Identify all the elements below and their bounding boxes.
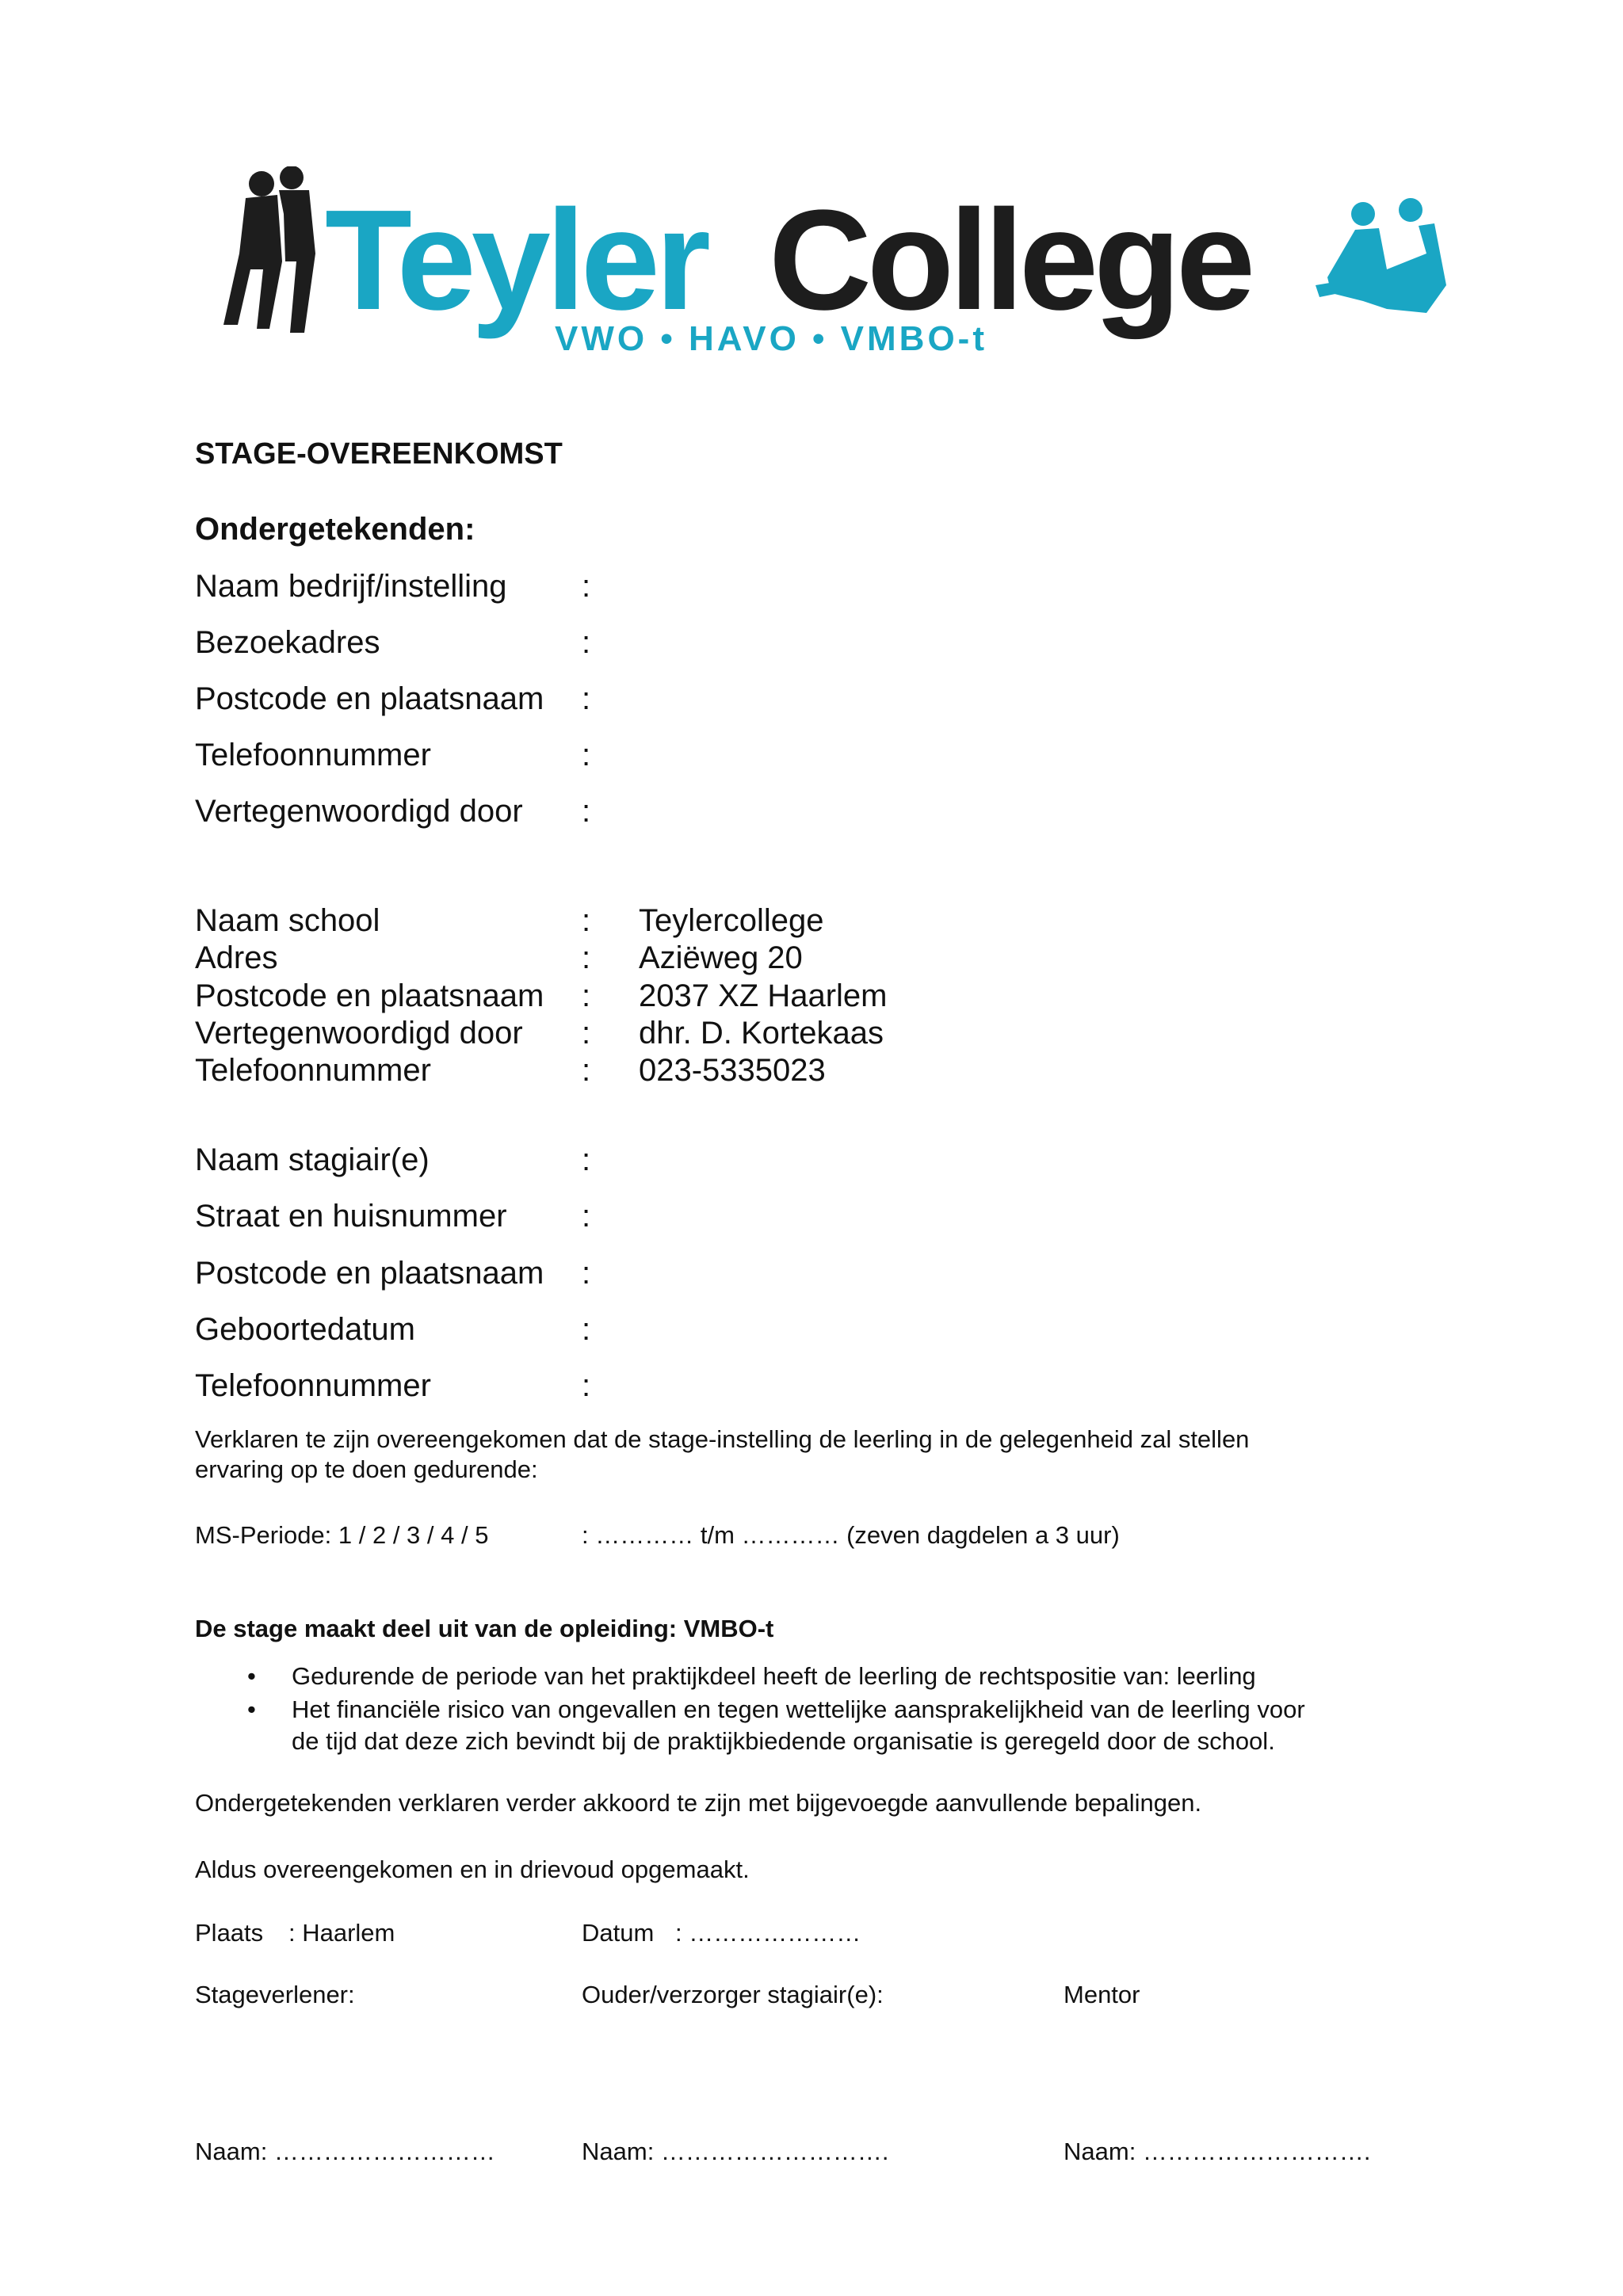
signer-parent-name: Naam: ………………………. <box>582 2138 889 2165</box>
school-address-label: Adres <box>195 940 278 975</box>
agreement-text: Ondergetekenden verklaren verder akkoord te zijn met bijgevoegde aanvullende bepalingen. <box>195 1789 1202 1817</box>
company-representative-colon: : <box>582 794 591 829</box>
company-name-colon: : <box>582 569 591 604</box>
signer-mentor-name: Naam: ………………………. <box>1064 2138 1371 2165</box>
condition-1-text: Gedurende de periode van het praktijkdeel heeft de leerling de rechtspositie van: leerling <box>292 1662 1256 1690</box>
declaration-line-2: ervaring op te doen gedurende: <box>195 1455 538 1483</box>
period-value: : ………… t/m ………… (zeven dagdelen a 3 uur) <box>582 1521 1120 1549</box>
student-phone-colon: : <box>582 1368 591 1403</box>
school-address-value: Aziëweg 20 <box>639 940 803 975</box>
school-phone-label: Telefoonnummer <box>195 1053 431 1088</box>
student-street-colon: : <box>582 1199 591 1234</box>
school-name-value: Teylercollege <box>639 903 824 938</box>
company-phone-colon: : <box>582 738 591 772</box>
company-name-label: Naam bedrijf/instelling <box>195 569 507 604</box>
signer-parent-role: Ouder/verzorger stagiair(e): <box>582 1981 884 2008</box>
company-phone-label: Telefoonnummer <box>195 738 431 772</box>
company-postcode-colon: : <box>582 681 591 716</box>
school-representative-colon: : <box>582 1016 591 1051</box>
school-postcode-value: 2037 XZ Haarlem <box>639 978 888 1013</box>
company-address-colon: : <box>582 625 591 660</box>
period-label: MS-Periode: 1 / 2 / 3 / 4 / 5 <box>195 1521 489 1549</box>
signer-company-role: Stageverlener: <box>195 1981 355 2008</box>
signatories-heading: Ondergetekenden: <box>195 512 475 547</box>
students-silhouette-right-icon <box>1316 198 1446 313</box>
school-name-label: Naam school <box>195 903 380 938</box>
student-birthdate-label: Geboortedatum <box>195 1312 415 1347</box>
company-representative-label: Vertegenwoordigd door <box>195 794 523 829</box>
school-phone-value: 023-5335023 <box>639 1053 826 1088</box>
school-address-colon: : <box>582 940 591 975</box>
company-postcode-label: Postcode en plaatsnaam <box>195 681 544 716</box>
school-postcode-colon: : <box>582 978 591 1013</box>
education-heading: De stage maakt deel uit van de opleiding: VMBO-t <box>195 1615 774 1642</box>
signer-mentor-role: Mentor <box>1064 1981 1140 2008</box>
student-postcode-colon: : <box>582 1256 591 1291</box>
document-title: STAGE-OVEREENKOMST <box>195 437 563 471</box>
student-street-label: Straat en huisnummer <box>195 1199 507 1234</box>
brand-subtitle: VWO • HAVO • VMBO-t <box>555 319 987 357</box>
student-postcode-label: Postcode en plaatsnaam <box>195 1256 544 1291</box>
brand-college: College <box>769 181 1251 340</box>
declaration-line-1: Verklaren te zijn overeengekomen dat de stage-instelling de leerling in de gelegenheid zal stellen <box>195 1425 1250 1453</box>
student-phone-label: Telefoonnummer <box>195 1368 431 1403</box>
bullet-icon: • <box>247 1662 256 1690</box>
triplicate-text: Aldus overeengekomen en in drievoud opgemaakt. <box>195 1855 750 1883</box>
signer-company-name: Naam: ……………………… <box>195 2138 495 2165</box>
school-postcode-label: Postcode en plaatsnaam <box>195 978 544 1013</box>
condition-2-text: Het financiële risico van ongevallen en tegen wettelijke aansprakelijkheid van de leerling voor <box>292 1695 1305 1723</box>
date-label: Datum <box>582 1919 655 1947</box>
bullet-icon: • <box>247 1695 256 1723</box>
student-name-colon: : <box>582 1142 591 1177</box>
date-value: : ………………… <box>675 1919 861 1947</box>
place-value: : Haarlem <box>288 1919 395 1947</box>
school-name-colon: : <box>582 903 591 938</box>
school-phone-colon: : <box>582 1053 591 1088</box>
condition-2-text-cont: de tijd dat deze zich bevindt bij de praktijkbiedende organisatie is geregeld door de school. <box>292 1727 1275 1755</box>
student-name-label: Naam stagiair(e) <box>195 1142 430 1177</box>
teyler-college-logo <box>222 166 1458 357</box>
place-label: Plaats <box>195 1919 264 1947</box>
company-address-label: Bezoekadres <box>195 625 380 660</box>
student-silhouette-left-icon <box>223 166 315 333</box>
school-representative-label: Vertegenwoordigd door <box>195 1016 523 1051</box>
student-birthdate-colon: : <box>582 1312 591 1347</box>
brand-teyler: Teyler <box>325 181 706 340</box>
school-representative-value: dhr. D. Kortekaas <box>639 1016 884 1051</box>
